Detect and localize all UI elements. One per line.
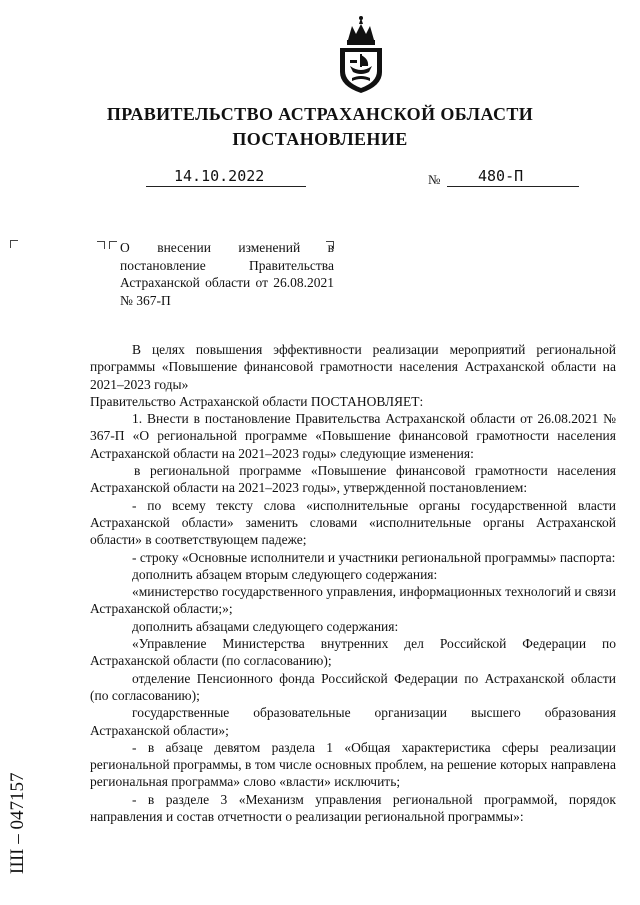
body-paragraph: В целях повышения эффективности реализации мероприятий региональной программы «Повышение финансовой грамотности населения Астраханской области на 2021–2023 годы» — [90, 342, 616, 392]
document-subject: О внесении изменений в постановление Правительства Астраханской области от 26.08.2021 № 367-П — [120, 240, 334, 308]
government-title: ПРАВИТЕЛЬСТВО АСТРАХАНСКОЙ ОБЛАСТИ — [106, 104, 534, 124]
body-paragraph: государственные образовательные организации высшего образования Астраханской области»; — [90, 705, 616, 738]
document-type: ПОСТАНОВЛЕНИЕ — [232, 129, 408, 149]
body-paragraph: дополнить абзацами следующего содержания: — [132, 618, 399, 634]
document-body — [90, 341, 616, 825]
body-paragraph: - в разделе 3 «Механизм управления региональной программой, порядок направления и состав отчетности о реализации региональной программы»: — [90, 791, 616, 825]
document-number: 480-П — [478, 167, 524, 185]
body-paragraph: Правительство Астраханской области ПОСТАНОВЛЯЕТ: — [90, 393, 424, 409]
number-sign: № — [428, 172, 441, 187]
serial-number — [6, 736, 28, 876]
number-underline — [447, 186, 579, 187]
body-paragraph: «Управление Министерства внутренних дел Российской Федерации по Астраханской области (по согласованию); — [90, 636, 616, 669]
body-paragraph: в региональной программе «Повышение финансовой грамотности населения Астраханской области на 2021–2023 годы», утвержденной постановлением: — [90, 463, 616, 496]
date-underline — [146, 186, 306, 187]
serial-number-text: ШI – 047157 — [7, 772, 28, 874]
body-paragraph: - в абзаце девятом раздела 1 «Общая характеристика сферы реализации региональной программы, в том числе основных проблем, на решение которых направлена региональная программа» слово «власти» исключить; — [90, 739, 616, 790]
body-paragraph: - по всему тексту слова «исполнительные органы государственной власти Астраханской области» заменить словами «исполнительные органы Астраханской области» в соответствующем падеже; — [90, 497, 616, 548]
body-paragraph: «министерство государственного управления, информационных технологий и связи Астраханской области;»; — [90, 584, 616, 617]
left-margin-corner-mark — [10, 240, 18, 248]
body-paragraph: - строку «Основные исполнители и участники региональной программы» паспорта: — [132, 549, 616, 565]
subject-corner-mark — [97, 241, 105, 249]
body-paragraph: 1. Внести в постановление Правительства Астраханской области от 26.08.2021 № 367-П «О региональной программе «Повышение финансовой грамотности населения Астраханской области на 2021–2023 годы» следующие изменения: — [90, 411, 616, 461]
document-date: 14.10.2022 — [174, 167, 265, 185]
body-paragraph: отделение Пенсионного фонда Российской Федерации по Астраханской области (по согласованию); — [90, 670, 616, 703]
subject-corner-mark — [109, 241, 117, 249]
body-paragraph: дополнить абзацем вторым следующего содержания: — [132, 566, 438, 582]
coat-of-arms-emblem — [332, 14, 390, 96]
